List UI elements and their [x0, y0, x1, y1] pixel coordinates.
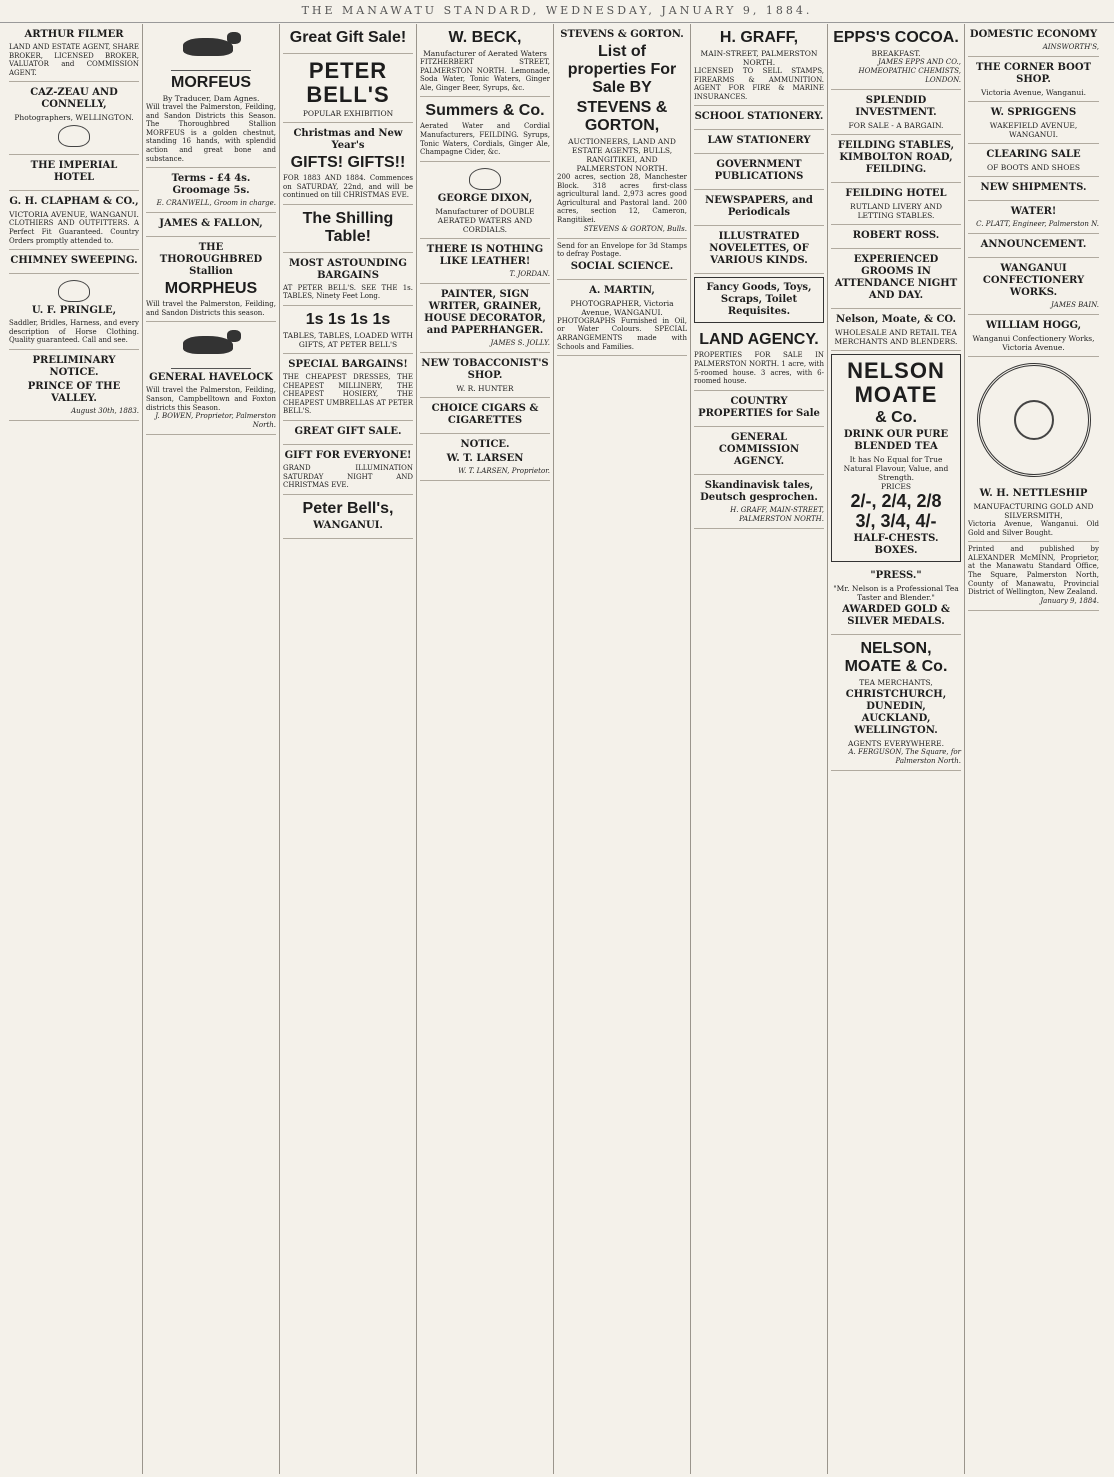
coat-of-arms-icon: [469, 168, 501, 190]
ad-signature: STEVENS & GORTON, Bulls.: [583, 224, 687, 233]
ad-text: FOR 1883 AND 1884. Commences on SATURDAY, 22nd, and will be continued on till CHRISTMAS EVE.: [283, 174, 413, 200]
ad-heading: Great Gift Sale!: [289, 29, 407, 46]
ad-heading: Terms - £4 4s. Groomage 5s.: [171, 173, 251, 197]
ad-heading: DOMESTIC ECONOMY: [969, 29, 1098, 40]
advertisement: [146, 322, 276, 435]
ad-heading: LAND AGENCY.: [699, 331, 819, 349]
ad-subheading: OF BOOTS AND SHOES: [986, 163, 1081, 172]
ad-text: AUCTIONEERS, LAND AND ESTATE AGENTS, BULLS, RANGITIKEI, AND PALMERSTON NORTH.: [568, 137, 676, 173]
column-5: [554, 24, 691, 1474]
ad-heading: W. H. NETTLESHIP: [979, 488, 1088, 499]
column-7: [828, 24, 965, 1474]
masthead: THE MANAWATU STANDARD, WEDNESDAY, JANUARY 9, 1884.: [0, 0, 1114, 23]
ad-subheading: W. T. LARSEN: [446, 452, 524, 464]
ad-subheading: Wanganui Confectionery Works, Victoria Avenue.: [972, 334, 1095, 352]
advertisement: [9, 155, 139, 191]
newspaper-columns: [6, 24, 1108, 1474]
advertisement: [146, 237, 276, 322]
advertisement: [968, 177, 1099, 201]
ad-heading: CHIMNEY SWEEPING.: [10, 255, 138, 267]
ad-heading: THE THOROUGHBRED Stallion: [159, 242, 263, 278]
ad-heading: SOCIAL SCIENCE.: [570, 260, 674, 272]
ad-subheading: Victoria Avenue, Wanganui.: [981, 88, 1086, 97]
ad-subheading: PHOTOGRAPHER, Victoria Avenue, WANGANUI.: [570, 298, 674, 317]
ad-subheading: RUTLAND LIVERY AND LETTING STABLES.: [850, 202, 942, 220]
ad-heading: 1s 1s 1s 1s: [305, 310, 391, 328]
ad-heading: GEORGE DIXON,: [437, 192, 533, 204]
ad-heading: Peter Bell's,: [302, 499, 394, 517]
advertisement: [694, 24, 824, 106]
advertisement: [694, 154, 824, 190]
ad-heading: STEVENS & GORTON.: [560, 29, 684, 40]
ad-text: Aerated Water and Cordial Manufacturers, FEILDING. Syrups, Tonic Waters, Cordials, Ginger Ale, Champagne Cider, &c.: [420, 122, 550, 157]
advertisement: [9, 250, 139, 274]
ad-heading: PAINTER, SIGN WRITER, GRAINER, HOUSE DECORATOR, and PAPERHANGER.: [424, 288, 546, 336]
column-8: [965, 24, 1102, 1474]
brand-name: NELSON MOATE: [847, 358, 945, 407]
ad-heading: CHOICE CIGARS & CIGARETTES: [431, 402, 539, 426]
advertisement: [283, 495, 413, 539]
advertisement: [420, 97, 550, 161]
ad-text: THE CHEAPEST DRESSES, THE CHEAPEST MILLINERY, THE CHEAPEST HOSIERY, THE CHEAPEST UMBRELLAS AT PETER BELL'S.: [283, 372, 413, 416]
advertisement: [694, 130, 824, 154]
ad-heading: THE CORNER BOOT SHOP.: [975, 62, 1092, 85]
ad-signature: C. PLATT, Engineer, Palmerston N.: [976, 220, 1099, 228]
ad-heading: ROBERT ROSS.: [852, 230, 940, 241]
ad-heading: The Shilling Table!: [302, 209, 394, 245]
ad-text: Victoria Avenue, Wanganui. Old Gold and Silver Bought.: [968, 520, 1099, 537]
ad-text: Will travel the Palmerston, Feilding, and Sandon Districts this season.: [146, 300, 276, 317]
advertisement: [831, 225, 961, 249]
ad-heading: U. F. PRINGLE,: [31, 305, 117, 317]
advertisement: [831, 183, 961, 225]
ad-cities: CHRISTCHURCH, DUNEDIN, AUCKLAND, WELLINGTON.: [845, 689, 947, 736]
ad-heading: SPECIAL BARGAINS!: [288, 358, 408, 370]
advertisement: [968, 24, 1099, 57]
ad-text: Saddler, Bridles, Harness, and every description of Horse Clothing. Quality guaranteed. Call and see.: [9, 319, 139, 345]
advertisement: [694, 326, 824, 390]
ad-heading: WATER!: [1010, 206, 1057, 217]
advertisement: [420, 162, 550, 239]
advertisement: [831, 135, 961, 183]
ad-heading: ILLUSTRATED NOVELETTES, OF VARIOUS KINDS.: [709, 231, 809, 267]
advertisement: [283, 354, 413, 421]
ad-text: FITZHERBERT STREET, PALMERSTON NORTH. Lemonade, Soda Water, Tonic Waters, Ginger Ale, Ginger Beer, Syrups, &c.: [420, 58, 550, 92]
ad-heading: A. MARTIN,: [589, 284, 655, 296]
ad-heading: LAW STATIONERY: [707, 135, 811, 147]
ad-text: "Mr. Nelson is a Professional Tea Taster and Blender.": [833, 584, 959, 602]
advertisement: [968, 102, 1099, 144]
ad-heading: G. H. CLAPHAM & CO.,: [9, 196, 139, 208]
ad-heading: SPLENDID INVESTMENT.: [855, 95, 937, 118]
advertisement: [9, 24, 139, 82]
advertisement: [420, 434, 550, 481]
advertisement: [968, 234, 1099, 258]
prices-row: 2/-, 2/4, 2/8: [850, 491, 942, 511]
ad-subheading: List of properties For Sale BY: [567, 43, 677, 96]
advertisement: [831, 565, 961, 635]
brand-suffix: & Co.: [875, 409, 917, 426]
advertisement: [283, 421, 413, 445]
prices-row: 3/, 3/4, 4/-: [855, 511, 937, 531]
ad-heading: MOST ASTOUNDING BARGAINS: [289, 257, 407, 281]
ad-text: AT PETER BELL'S. SEE THE 1s. TABLES, Ninety Feet Long.: [283, 283, 413, 301]
ad-heading: NELSON, MOATE & Co.: [844, 640, 948, 675]
column-3: [280, 24, 417, 1474]
ad-subheading: GIFTS! GIFTS!!: [290, 154, 406, 171]
ad-text: LAND AND ESTATE AGENT, SHARE BROKER, LICENSED BROKER, VALUATOR and COMMISSION AGENT.: [9, 43, 139, 77]
advertisement: [831, 24, 961, 90]
advertisement: [557, 24, 687, 239]
ad-subheading: WHOLESALE AND RETAIL TEA MERCHANTS AND BLENDERS.: [834, 328, 958, 346]
ad-subheading: BREAKFAST.: [871, 49, 921, 58]
ad-signature: JAMES EPPS AND CO., HOMEOPATHIC CHEMISTS, LONDON.: [858, 58, 961, 84]
ad-heading: EPPS'S COCOA.: [833, 29, 959, 46]
advertisement: [9, 274, 139, 350]
advertisement: [694, 427, 824, 475]
advertisement: [9, 350, 139, 421]
advertisement: [283, 123, 413, 205]
ad-heading: GENERAL COMMISSION AGENCY.: [718, 431, 800, 467]
ad-heading: GREAT GIFT SALE.: [294, 425, 402, 437]
ad-signature: H. GRAFF, MAIN-STREET, PALMERSTON NORTH.: [730, 505, 824, 523]
ad-date: August 30th, 1883.: [71, 406, 139, 415]
ad-heading: NEW SHIPMENTS.: [980, 182, 1087, 193]
advertisement: [694, 475, 824, 529]
ad-heading: WILLIAM HOGG,: [985, 320, 1082, 331]
ad-heading: W. SPRIGGENS: [990, 107, 1077, 118]
ad-text: WAKEFIELD AVENUE, WANGANUI.: [989, 121, 1078, 139]
ad-heading: COUNTRY PROPERTIES for Sale: [698, 395, 820, 419]
horse-illustration: [171, 30, 251, 71]
ad-text: Will travel the Palmerston, Feilding, and Sandon Districts this Season. The Thoroughbred Stallion MORFEUS is a golden chestnut, standing 16 hands, with splendid action and great bone and substance.: [146, 103, 276, 163]
ad-subheading: W. R. HUNTER: [456, 383, 514, 393]
ad-heading: Skandinavisk tales, Deutsch gesprochen.: [700, 479, 818, 503]
coat-of-arms-icon: [58, 125, 90, 147]
ad-heading: THE IMPERIAL HOTEL: [30, 160, 118, 184]
ad-body: 200 acres, section 28, Manchester Block. 318 acres first-class agricultural land. 2,973 acres good Agricultural and Pastoral land. 200 acres, section 12, Cameron, Rangitikei.: [557, 173, 687, 224]
advertisement: [146, 168, 276, 213]
imprint-text: Printed and published by ALEXANDER McMINN, Proprietor, at the Manawatu Standard Office, The Square, Palmerston North, County of Manawatu, Provincial District of Wellington, New Zealand.: [968, 545, 1099, 597]
ad-heading: W. BECK,: [448, 29, 522, 46]
advertisement: [420, 284, 550, 353]
advertisement: [146, 24, 276, 168]
ad-heading: EXPERIENCED GROOMS IN ATTENDANCE NIGHT AND DAY.: [834, 254, 958, 301]
ad-signature: E. CRANWELL, Groom in charge.: [156, 199, 276, 208]
ad-subheading: POPULAR EXHIBITION: [302, 109, 394, 118]
advertisement: [557, 239, 687, 280]
ad-subheading: MANUFACTURING GOLD AND SILVERSMITH,: [973, 502, 1094, 520]
advertisement: [283, 205, 413, 253]
advertisement: [968, 144, 1099, 177]
advertisement: [968, 57, 1099, 102]
ad-heading: FEILDING HOTEL: [845, 188, 947, 199]
advertisement: [283, 24, 413, 54]
ad-subheading: WANGANUI.: [313, 519, 383, 531]
imprint: [968, 542, 1099, 611]
ad-heading: "PRESS.": [870, 570, 922, 581]
ad-subheading: FOR SALE - A BARGAIN.: [848, 121, 944, 130]
ad-heading: NOTICE.: [460, 438, 510, 450]
ad-subheading: Manufacturer of DOUBLE AERATED WATERS AND CORDIALS.: [435, 206, 535, 234]
ad-slogan: DRINK OUR PURE BLENDED TEA: [843, 429, 949, 452]
ad-subheading: PRINCE OF THE VALLEY.: [27, 380, 121, 404]
advertisement: [420, 398, 550, 434]
advertisement: [694, 391, 824, 427]
ad-signature: JAMES BAIN.: [1050, 301, 1099, 309]
ad-subheading: TEA MERCHANTS,: [859, 678, 933, 687]
ad-heading: JAMES & FALLON,: [159, 218, 263, 230]
ad-signature: JAMES S. JOLLY.: [490, 338, 550, 347]
horse-illustration: [171, 328, 251, 369]
advertisement: [9, 191, 139, 250]
column-1: [6, 24, 143, 1474]
advertisement: [694, 106, 824, 130]
advertisement: [968, 483, 1099, 542]
ad-subheading: MAIN-STREET, PALMERSTON NORTH.: [700, 49, 818, 67]
advertisement: [146, 213, 276, 237]
imprint-date: January 9, 1884.: [1040, 596, 1099, 605]
ad-heading: PRELIMINARY NOTICE.: [32, 354, 116, 378]
prices-note: HALF-CHESTS. BOXES.: [853, 533, 939, 556]
seal-icon: [977, 363, 1091, 477]
prices-label: PRICES: [880, 482, 911, 491]
ad-heading: ANNOUNCEMENT.: [980, 239, 1087, 250]
ad-signature: J. BOWEN, Proprietor, Palmerston North.: [155, 412, 276, 430]
advertisement: [831, 90, 961, 135]
ad-heading: ARTHUR FILMER: [24, 29, 124, 40]
advertisement: [968, 258, 1099, 315]
ad-signature: A. FERGUSON, The Square, for Palmerston North.: [848, 748, 961, 765]
ad-note: It has No Equal for True Natural Flavour, Value, and Strength.: [843, 455, 949, 482]
advertisement: [420, 353, 550, 398]
ad-heading: GENERAL HAVELOCK: [149, 372, 273, 384]
advertisement: [283, 54, 413, 123]
advertisement: [831, 249, 961, 309]
ad-heading: H. GRAFF,: [719, 29, 799, 46]
ad-heading: PETER BELL'S: [306, 58, 390, 107]
advertisement: [694, 190, 824, 226]
ad-heading: Christmas and New Year's: [293, 128, 403, 151]
ad-heading: MORFEUS: [171, 74, 251, 91]
advertisement: [694, 277, 824, 323]
ad-heading: THERE IS NOTHING LIKE LEATHER!: [426, 243, 544, 267]
ad-subheading: Photographers, WELLINGTON.: [14, 113, 134, 123]
ad-text: Send for an Envelope for 3d Stamps to defray Postage.: [557, 241, 687, 259]
ad-signature: AINSWORTH'S,: [1042, 43, 1099, 51]
advertisement: [831, 309, 961, 351]
tea-advertisement: [831, 354, 961, 562]
ad-heading: NEW TOBACCONIST'S SHOP.: [421, 357, 549, 381]
ad-subheading: Manufacturer of Aerated Waters: [423, 49, 547, 58]
ad-company-name: STEVENS & GORTON,: [576, 99, 668, 134]
ad-signature: T. JORDAN.: [509, 269, 550, 278]
advertisement: [283, 253, 413, 306]
advertisement: [968, 315, 1099, 357]
ad-subheading: VICTORIA AVENUE, WANGANUI.: [9, 210, 139, 220]
ad-heading: CLEARING SALE: [986, 149, 1081, 160]
ad-heading: Nelson, Moate, & CO.: [835, 314, 957, 325]
ad-text: LICENSED TO SELL STAMPS, FIREARMS & AMMUNITION. AGENT FOR FIRE & MARINE INSURANCES.: [694, 67, 824, 101]
ad-subheading: By Traducer, Dam Agnes.: [162, 94, 260, 103]
advertisement: [9, 82, 139, 155]
advertisement: [283, 445, 413, 495]
advertisement: [557, 280, 687, 356]
advertisement: [694, 226, 824, 274]
ad-text: PHOTOGRAPHS Furnished in Oil, or Water Colours. SPECIAL ARRANGEMENTS made with Schools and Families.: [557, 316, 687, 351]
ad-heading: Summers & Co.: [425, 102, 545, 120]
column-4: [417, 24, 554, 1474]
ad-heading: SCHOOL STATIONERY.: [694, 111, 824, 123]
ad-heading: Fancy Goods, Toys, Scraps, Toilet Requisites.: [706, 282, 812, 318]
ad-heading: GIFT FOR EVERYONE!: [284, 449, 412, 461]
ad-subheading: MORPHEUS: [164, 280, 258, 298]
ad-text: GRAND ILLUMINATION SATURDAY NIGHT AND CHRISTMAS EVE.: [283, 463, 413, 490]
ad-award: AWARDED GOLD & SILVER MEDALS.: [842, 604, 950, 627]
coat-of-arms-icon: [58, 280, 90, 302]
advertisement: [420, 239, 550, 284]
ad-heading: WANGANUI CONFECTIONERY WORKS.: [982, 263, 1085, 298]
ad-footer: AGENTS EVERYWHERE.: [848, 739, 944, 748]
ad-text: Will travel the Palmerston, Feilding, Sanson, Campbelltown and Foxton districts this Season.: [146, 386, 276, 412]
advertisement: [420, 24, 550, 97]
ad-subheading: TABLES, TABLES, LOADED WITH GIFTS, AT PETER BELL'S: [283, 330, 413, 349]
column-2: [143, 24, 280, 1474]
advertisement: [968, 201, 1099, 234]
ad-heading: GOVERNMENT PUBLICATIONS: [714, 159, 804, 183]
advertisement: [283, 306, 413, 354]
advertisement: [831, 635, 961, 771]
ad-heading: CAZ-ZEAU AND CONNELLY,: [30, 87, 118, 111]
ad-heading: NEWSPAPERS, and Periodicals: [705, 195, 813, 219]
ad-text: PROPERTIES FOR SALE IN PALMERSTON NORTH. 1 acre, with 5-roomed house. 3 acres, with 6-roomed house.: [694, 351, 824, 386]
column-6: [691, 24, 828, 1474]
ad-text: CLOTHIERS AND OUTFITTERS. A Perfect Fit Guaranteed. Country Orders promptly attended to.: [9, 219, 139, 245]
ad-signature: W. T. LARSEN, Proprietor.: [458, 466, 550, 475]
ad-heading: FEILDING STABLES, KIMBOLTON ROAD, FEILDING.: [837, 140, 955, 175]
